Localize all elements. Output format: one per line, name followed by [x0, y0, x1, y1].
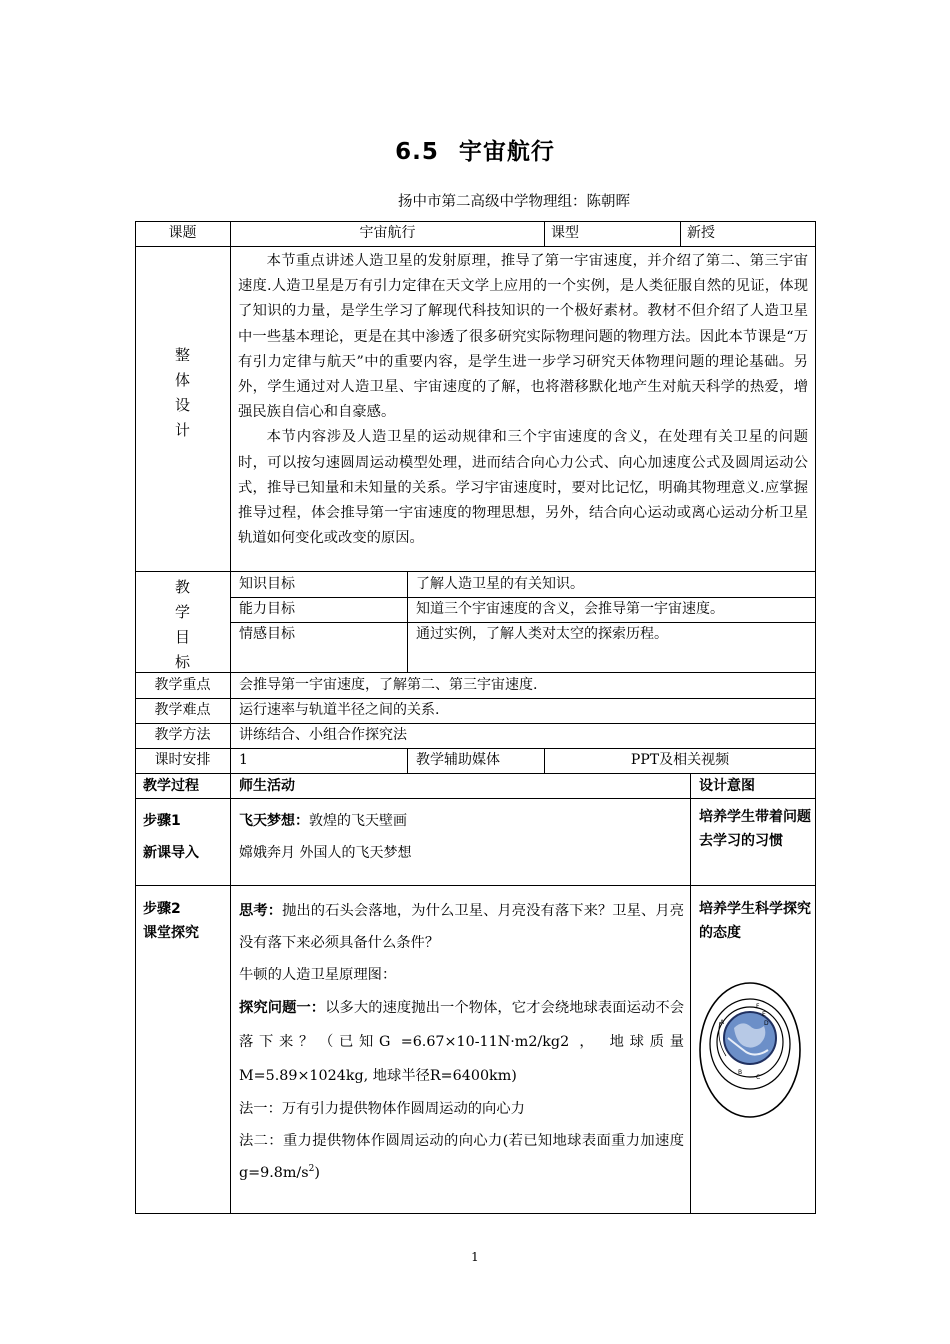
- process-header-activity: 师生活动: [239, 778, 295, 794]
- think-heading: 思考：: [239, 903, 283, 919]
- method-value: 讲练结合、小组合作探究法: [239, 727, 407, 743]
- step-title: 新课导入: [143, 845, 199, 861]
- activity-text: 敦煌的飞天壁画: [309, 813, 407, 829]
- method-two-close: ): [314, 1165, 320, 1181]
- inquiry-heading: 探究问题一：: [239, 1000, 326, 1016]
- objective-name: 知识目标: [239, 576, 295, 592]
- think-question: [239, 895, 684, 959]
- process-header-step: 教学过程: [143, 778, 199, 794]
- lesson-type-value: 新授: [687, 225, 715, 241]
- superscript: 2: [308, 1164, 315, 1175]
- activity-heading: 飞天梦想：: [239, 813, 309, 829]
- page-number: 1: [471, 1250, 479, 1264]
- label-char: 学: [174, 603, 190, 621]
- newton-diagram-caption: 牛顿的人造卫星原理图：: [239, 967, 397, 983]
- difficulty-label: 教学难点: [154, 702, 211, 718]
- inquiry-question-1: [239, 991, 684, 1093]
- label-c: C: [756, 1074, 761, 1081]
- media-value: PPT及相关视频: [630, 752, 730, 768]
- label-d: D: [764, 1020, 769, 1027]
- objectives-label: [135, 575, 230, 675]
- method-one: 法一：万有引力提供物体作圆周运动的向心力: [239, 1101, 525, 1117]
- schedule-label: 课时安排: [154, 752, 211, 768]
- step2-design: [699, 897, 811, 945]
- step1-label: [143, 805, 230, 869]
- label-char: 整: [174, 346, 190, 364]
- newton-satellite-diagram: [698, 980, 808, 1120]
- title-name: 宇宙航行: [458, 139, 555, 165]
- lesson-type-label: 课型: [551, 225, 579, 241]
- design-text: 培养学生科学探究的态度: [699, 901, 811, 941]
- step-number: 步骤2: [143, 901, 181, 917]
- label-char: 计: [174, 421, 190, 439]
- method-two: [239, 1125, 684, 1189]
- overall-design-content: [238, 249, 808, 551]
- design-paragraph-2: 本节内容涉及人造卫星的运动规律和三个宇宙速度的含义，在处理有关卫星的问题时，可以按匀速圆周运动模型处理，进而结合向心力公式、向心加速度公式及圆周运动公式，推导已知量和未知量的关系。学习宇宙速度时，要对比记忆，明确其物理意义.应掌握推导过程，体会推导第一宇宙速度的物理思想，另外，结合向心运动或离心运动分析卫星轨道如何变化或改变的原因。: [238, 429, 808, 547]
- activity-line: 嫦娥奔月 外国人的飞天梦想: [239, 845, 412, 861]
- inquiry-text: 以多大的速度抛出一个物体，它才会绕地球表面运动不会落下来？（已知G =6.67×10-11N·m2/kg2 ， 地球质量M=5.89×1024kg, 地球半径R=6400km): [239, 1000, 684, 1084]
- method-label: 教学方法: [154, 727, 211, 743]
- title-number: 6.5: [395, 139, 439, 165]
- label-char: 标: [174, 653, 190, 671]
- label-b: B: [738, 1069, 743, 1076]
- objective-value: 知道三个宇宙速度的含义，会推导第一宇宙速度。: [416, 601, 724, 617]
- difficulty-value: 运行速率与轨道半径之间的关系.: [239, 702, 440, 718]
- design-paragraph-1: 本节重点讲述人造卫星的发射原理，推导了第一宇宙速度，并介绍了第二、第三宇宙速度.人造卫星是万有引力定律在天文学上应用的一个实例，是人类征服自然的见证，体现了知识的力量，是学生学习了解现代科技知识的一个极好素材。教材不但介绍了人造卫星中一些基本理论，更是在其中渗透了很多研究实际物理问题的物理方法。因此本节课是“万有引力定律与航天”中的重要内容，是学生进一步学习研究天体物理问题的理论基础。另外，学生通过对人造卫星、宇宙速度的了解，也将潜移默化地产生对航天科学的热爱，增强民族自信心和自豪感。: [238, 253, 808, 421]
- objective-name: 情感目标: [239, 626, 295, 642]
- label-f: F: [756, 1003, 760, 1010]
- topic-value: 宇宙航行: [359, 225, 416, 241]
- objective-value: 通过实例，了解人类对太空的探索历程。: [416, 626, 668, 642]
- topic-label: 课题: [168, 225, 197, 241]
- page-title: [0, 133, 950, 166]
- step-number: 步骤1: [143, 813, 181, 829]
- key-point-label: 教学重点: [154, 677, 211, 693]
- activity-line: [239, 805, 684, 837]
- process-header-design: 设计意图: [699, 778, 755, 794]
- label-e: E: [762, 1011, 766, 1018]
- objective-value: 了解人造卫星的有关知识。: [416, 576, 584, 592]
- label-char: 教: [174, 578, 190, 596]
- label-char: 目: [174, 628, 190, 646]
- step1-activity: [239, 805, 684, 869]
- label-char: 体: [174, 371, 190, 389]
- step1-design: [699, 805, 811, 853]
- step2-activity: [239, 895, 684, 1189]
- method-two-text: 法二：重力提供物体作圆周运动的向心力(若已知地球表面重力加速度 g=9.8m/s: [239, 1133, 684, 1181]
- design-text: 培养学生带着问题去学习的习惯: [699, 809, 811, 849]
- think-text: 抛出的石头会落地，为什么卫星、月亮没有落下来？卫星、月亮没有落下来必须具备什么条件？: [239, 903, 684, 951]
- label-char: 设: [174, 396, 190, 414]
- schedule-value: 1: [239, 752, 248, 768]
- step-title: 课堂探究: [143, 925, 199, 941]
- overall-design-label: [135, 343, 230, 443]
- media-label: 教学辅助媒体: [416, 752, 500, 768]
- step2-label: [143, 897, 230, 945]
- author-line: 扬中市第二高级中学物理组：陈朝晖: [398, 194, 630, 210]
- key-point-value: 会推导第一宇宙速度，了解第二、第三宇宙速度.: [239, 677, 538, 693]
- label-a: A: [720, 1019, 725, 1026]
- objective-name: 能力目标: [239, 601, 295, 617]
